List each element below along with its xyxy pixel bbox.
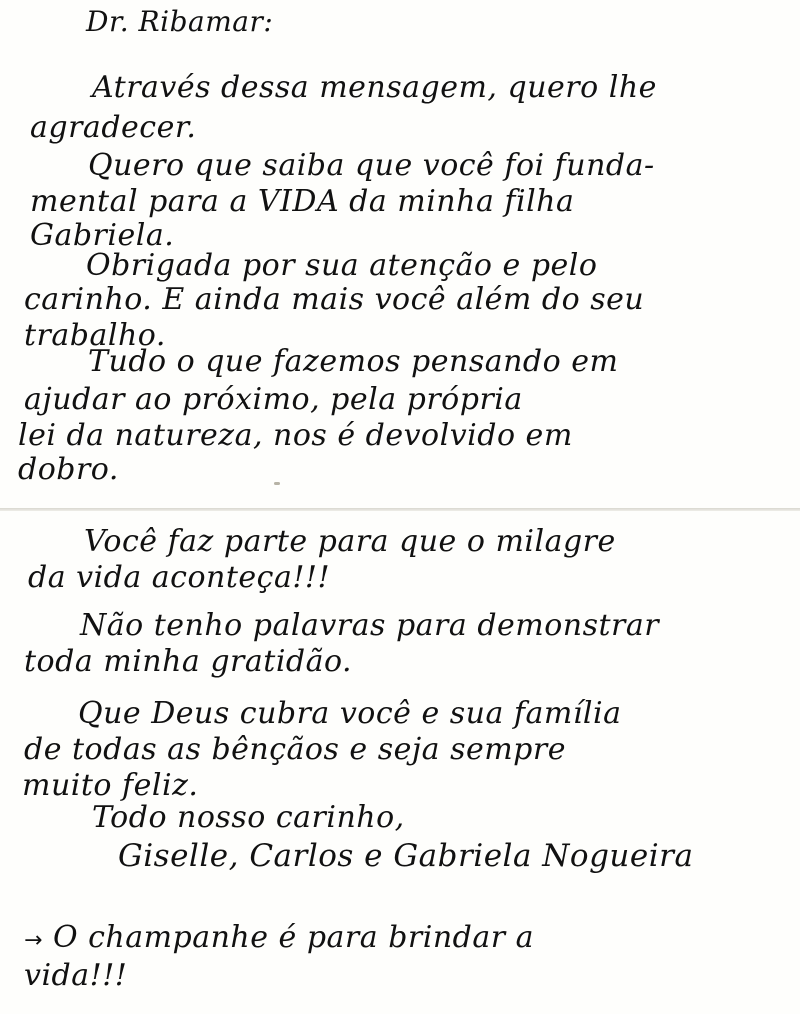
paragraph-4-line-1: Tudo o que fazemos pensando em <box>88 344 619 379</box>
paragraph-3-line-1: Obrigada por sua atenção e pelo <box>86 248 598 283</box>
paragraph-7-line-2: de todas as bênçãos e seja sempre <box>24 732 566 767</box>
paragraph-2-line-2: mental para a VIDA da minha filha <box>30 184 575 219</box>
paragraph-7-line-3: muito feliz. <box>22 768 199 803</box>
paragraph-6-line-2: toda minha gratidão. <box>24 644 353 679</box>
postscript-line-1 <box>24 920 534 959</box>
postscript-line-2: vida!!! <box>24 958 128 993</box>
arrow-icon: → <box>24 928 43 953</box>
paragraph-1-line-1: Através dessa mensagem, quero lhe <box>92 70 657 105</box>
paragraph-2-line-3: Gabriela. <box>30 218 175 253</box>
greeting: Dr. Ribamar: <box>86 5 274 38</box>
paragraph-7-line-1: Que Deus cubra você e sua família <box>78 696 622 731</box>
paragraph-4-line-2: ajudar ao próximo, pela própria <box>24 382 523 417</box>
signature: Giselle, Carlos e Gabriela Nogueira <box>118 838 694 874</box>
paragraph-4-line-3: lei da natureza, nos é devolvido em <box>18 418 573 453</box>
paragraph-4-line-4: dobro. <box>18 452 119 487</box>
paragraph-5-line-1: Você faz parte para que o milagre <box>84 524 616 559</box>
paragraph-2-line-1: Quero que saiba que você foi funda- <box>88 148 655 183</box>
paragraph-6-line-1: Não tenho palavras para demonstrar <box>80 608 660 643</box>
closing-line: Todo nosso carinho, <box>92 800 405 835</box>
ink-smudge <box>274 482 280 485</box>
paragraph-3-line-2: carinho. E ainda mais você além do seu <box>24 282 645 317</box>
paragraph-3-line-3: trabalho. <box>24 318 166 353</box>
paragraph-1-line-2: agradecer. <box>30 110 197 145</box>
paragraph-5-line-2: da vida aconteça!!! <box>28 560 331 595</box>
postscript-text: O champanhe é para brindar a <box>52 920 535 955</box>
